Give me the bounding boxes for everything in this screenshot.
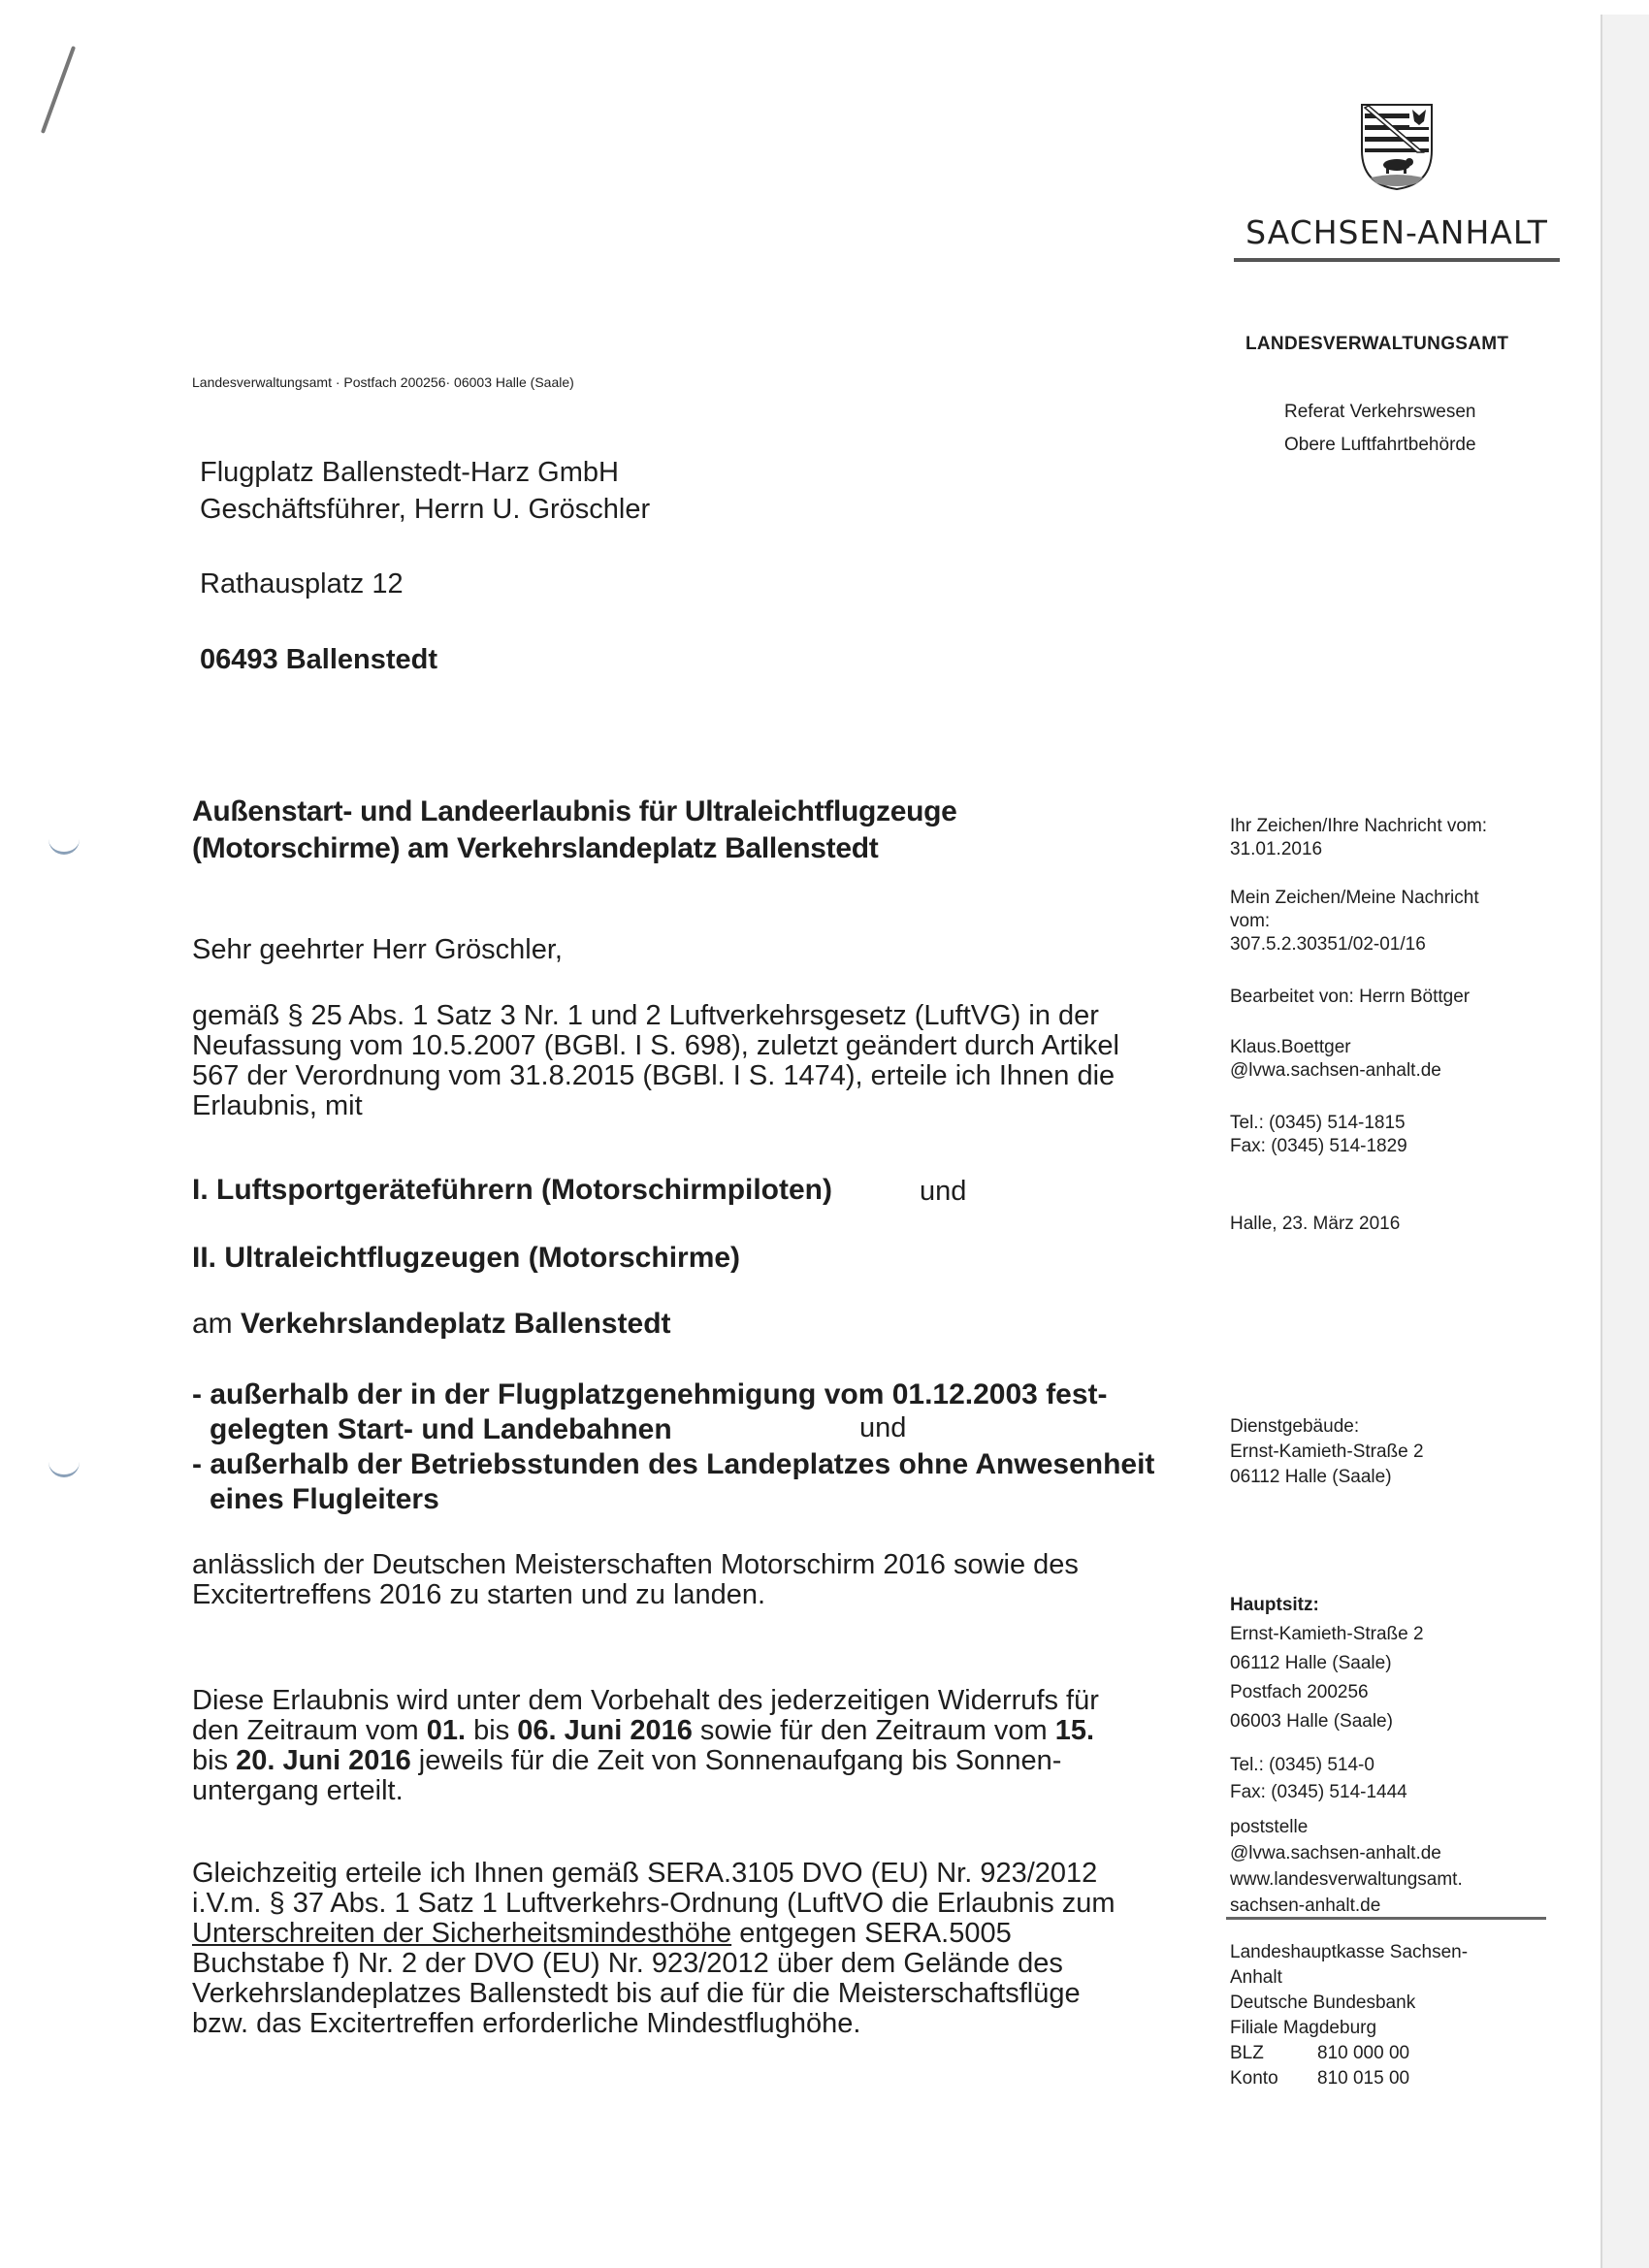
date: 20. Juni 2016 bbox=[236, 1745, 411, 1776]
text: jeweils für die Zeit von Sonnenaufgang bis Sonnen- bbox=[410, 1745, 1062, 1776]
pen-mark bbox=[41, 46, 76, 134]
email-part: Klaus.Boettger bbox=[1230, 1037, 1351, 1057]
scan-page-edge bbox=[1600, 15, 1649, 2268]
line: - außerhalb der in der Flugplatzgenehmigung vom 01.12.2003 fest- bbox=[192, 1378, 1108, 1410]
recipient-attention: Geschäftsführer, Herrn U. Gröschler bbox=[200, 494, 651, 525]
line: - außerhalb der Betriebsstunden des Landeplatzes ohne Anwesenheit bbox=[192, 1448, 1155, 1480]
label: Ihr Zeichen/Ihre Nachricht vom: bbox=[1230, 816, 1488, 836]
label: BLZ bbox=[1230, 2043, 1264, 2063]
street: Ernst-Kamieth-Straße 2 bbox=[1230, 1442, 1424, 1462]
date: 15. bbox=[1054, 1715, 1095, 1746]
line: Erlaubnis, mit bbox=[192, 1090, 363, 1121]
recipient-street: Rathausplatz 12 bbox=[200, 568, 404, 599]
line: Buchstabe f) Nr. 2 der DVO (EU) Nr. 923/2012 über dem Gelände des bbox=[192, 1948, 1063, 1979]
line: i.V.m. § 37 Abs. 1 Satz 1 Luftverkehrs-Ordnung (LuftVO die Erlaubnis zum bbox=[192, 1888, 1116, 1919]
office-address bbox=[1230, 1414, 1424, 1490]
line bbox=[192, 1746, 1201, 1776]
hq-phone bbox=[1230, 1752, 1407, 1806]
subject-line-2: (Motorschirme) am Verkehrslandeplatz Ballenstedt bbox=[192, 832, 879, 864]
agency-name: LANDESVERWALTUNGSAMT bbox=[1245, 334, 1509, 354]
sender-return-address: Landesverwaltungsamt · Postfach 200256· 06003 Halle (Saale) bbox=[192, 374, 574, 390]
pobox-city: 06003 Halle (Saale) bbox=[1230, 1711, 1393, 1732]
label: Konto bbox=[1230, 2068, 1278, 2089]
line: anlässlich der Deutschen Meisterschaften Motorschirm 2016 sowie des bbox=[192, 1549, 1079, 1580]
subject-line-1: Außenstart- und Landeerlaubnis für Ultraleichtflugzeuge bbox=[192, 795, 957, 827]
punch-hole-mark bbox=[48, 1457, 80, 1477]
punch-hole-mark bbox=[48, 834, 80, 855]
bank-line: Filiale Magdeburg bbox=[1230, 2018, 1377, 2038]
paragraph-validity bbox=[192, 1686, 1201, 1806]
location: Verkehrslandeplatz Ballenstedt bbox=[241, 1308, 671, 1340]
city: 06112 Halle (Saale) bbox=[1230, 1653, 1392, 1673]
email-part: @lvwa.sachsen-anhalt.de bbox=[1230, 1843, 1441, 1863]
line: Diese Erlaubnis wird unter dem Vorbehalt des jederzeitigen Widerrufs für bbox=[192, 1685, 1099, 1716]
website-part: sachsen-anhalt.de bbox=[1230, 1895, 1381, 1916]
state-name: SACHSEN-ANHALT bbox=[1245, 213, 1548, 251]
department-line: Obere Luftfahrtbehörde bbox=[1284, 435, 1476, 455]
location-line bbox=[192, 1308, 671, 1341]
line: gelegten Start- und Landebahnen bbox=[210, 1413, 672, 1445]
coat-of-arms-icon bbox=[1359, 102, 1435, 191]
line: bzw. das Excitertreffen erforderliche Mindestflughöhe. bbox=[192, 2008, 861, 2039]
recipient-address bbox=[200, 454, 650, 528]
line: gemäß § 25 Abs. 1 Satz 3 Nr. 1 und 2 Luftverkehrsgesetz (LuftVG) in der bbox=[192, 1000, 1099, 1031]
pobox: Postfach 200256 bbox=[1230, 1682, 1369, 1702]
email-part: @lvwa.sachsen-anhalt.de bbox=[1230, 1060, 1441, 1081]
recipient-company: Flugplatz Ballenstedt-Harz GmbH bbox=[200, 457, 619, 488]
bank-line: Anhalt bbox=[1230, 1967, 1282, 1988]
text: bis bbox=[192, 1745, 237, 1776]
paragraph-legal-basis bbox=[192, 1001, 1201, 1121]
text: sowie für den Zeitraum vom bbox=[692, 1715, 1055, 1746]
text: entgegen SERA.5005 bbox=[731, 1918, 1012, 1949]
value: 31.01.2016 bbox=[1230, 839, 1323, 859]
label: Hauptsitz: bbox=[1230, 1595, 1319, 1615]
conjunction: und bbox=[920, 1176, 967, 1207]
state-logo bbox=[1232, 102, 1562, 262]
subject-line bbox=[192, 794, 957, 867]
prefix: am bbox=[192, 1308, 242, 1340]
value: 810 015 00 bbox=[1317, 2068, 1410, 2089]
line: Verkehrslandeplatzes Ballenstedt bis auf die für die Meisterschaftsflüge bbox=[192, 1978, 1081, 2009]
bank-details bbox=[1230, 1940, 1468, 2091]
recipient-city: 06493 Ballenstedt bbox=[200, 644, 438, 675]
label: Dienstgebäude: bbox=[1230, 1416, 1360, 1437]
date: 01. bbox=[426, 1715, 467, 1746]
my-reference bbox=[1230, 887, 1479, 956]
bank-line: Landeshauptkasse Sachsen- bbox=[1230, 1942, 1469, 1962]
department bbox=[1284, 396, 1476, 462]
line: Neufassung vom 10.5.2007 (BGBl. I S. 698), zuletzt geändert durch Artikel bbox=[192, 1030, 1119, 1061]
permit-item-2: II. Ultraleichtflugzeugen (Motorschirme) bbox=[192, 1242, 741, 1274]
department-line: Referat Verkehrswesen bbox=[1284, 402, 1476, 422]
headquarters bbox=[1230, 1591, 1424, 1736]
hq-contact bbox=[1230, 1814, 1463, 1919]
line: Gleichzeitig erteile ich Ihnen gemäß SERA.3105 DVO (EU) Nr. 923/2012 bbox=[192, 1858, 1098, 1889]
salutation: Sehr geehrter Herr Gröschler, bbox=[192, 934, 563, 965]
line: eines Flugleiters bbox=[210, 1483, 439, 1515]
label: vom: bbox=[1230, 911, 1271, 931]
your-reference bbox=[1230, 815, 1487, 861]
website-part: www.landesverwaltungsamt. bbox=[1230, 1869, 1463, 1890]
tel: Tel.: (0345) 514-0 bbox=[1230, 1755, 1374, 1775]
paragraph-minimum-height bbox=[192, 1859, 1201, 2039]
brand-divider bbox=[1234, 258, 1560, 262]
tel: Tel.: (0345) 514-1815 bbox=[1230, 1113, 1406, 1133]
date: 06. Juni 2016 bbox=[517, 1715, 693, 1746]
handled-by: Bearbeitet von: Herrn Böttger bbox=[1230, 987, 1471, 1007]
contact-email bbox=[1230, 1036, 1441, 1083]
fax: Fax: (0345) 514-1444 bbox=[1230, 1782, 1407, 1802]
email-part: poststelle bbox=[1230, 1817, 1309, 1837]
bank-line: Deutsche Bundesbank bbox=[1230, 1993, 1416, 2013]
line bbox=[192, 1919, 1201, 1949]
permit-item-1: I. Luftsportgeräteführern (Motorschirmpiloten) bbox=[192, 1174, 832, 1206]
value: 307.5.2.30351/02-01/16 bbox=[1230, 934, 1426, 955]
conjunction: und bbox=[859, 1412, 907, 1443]
street: Ernst-Kamieth-Straße 2 bbox=[1230, 1624, 1424, 1644]
condition-1 bbox=[192, 1377, 1108, 1447]
blz-row bbox=[1230, 2041, 1468, 2066]
city: 06112 Halle (Saale) bbox=[1230, 1467, 1392, 1487]
line: 567 der Verordnung vom 31.8.2015 (BGBl. I S. 1474), erteile ich Ihnen die bbox=[192, 1060, 1116, 1091]
line bbox=[192, 1716, 1201, 1746]
text: bis bbox=[466, 1715, 518, 1746]
value: 810 000 00 bbox=[1317, 2043, 1410, 2063]
konto-row bbox=[1230, 2066, 1468, 2091]
paragraph-occasion bbox=[192, 1550, 1201, 1610]
contact-phone bbox=[1230, 1112, 1407, 1158]
line: Excitertreffens 2016 zu starten und zu landen. bbox=[192, 1579, 766, 1610]
place-date: Halle, 23. März 2016 bbox=[1230, 1214, 1401, 1234]
condition-2 bbox=[192, 1447, 1154, 1517]
text: den Zeitraum vom bbox=[192, 1715, 427, 1746]
underlined-text: Unterschreiten der Sicherheitsmindesthöhe bbox=[192, 1918, 732, 1949]
line: untergang erteilt. bbox=[192, 1775, 404, 1806]
sidebar-divider bbox=[1226, 1917, 1546, 1920]
label: Mein Zeichen/Meine Nachricht bbox=[1230, 888, 1479, 908]
fax: Fax: (0345) 514-1829 bbox=[1230, 1136, 1407, 1156]
